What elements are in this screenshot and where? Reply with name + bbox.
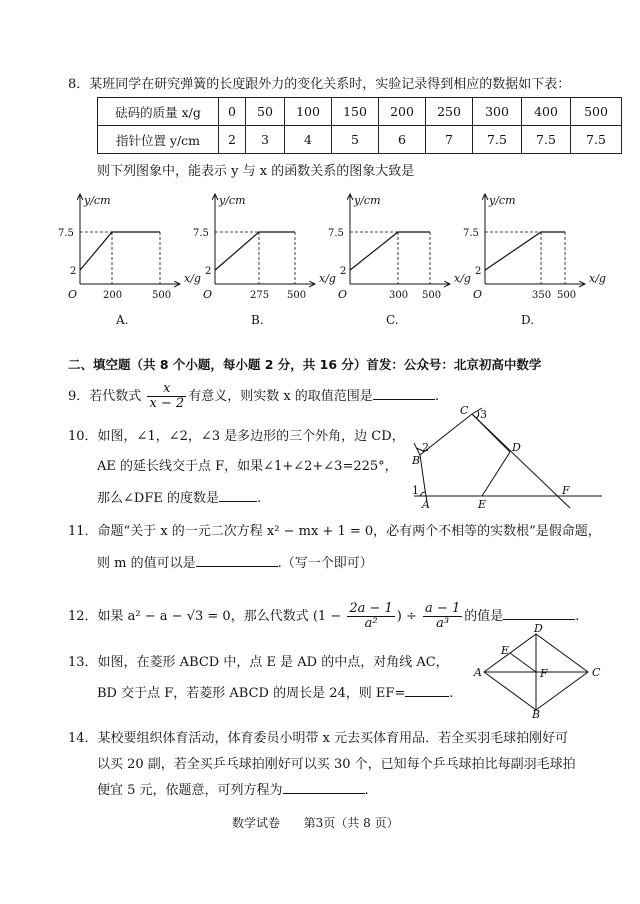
footer-subject: 数学试卷 (232, 816, 281, 830)
q9-post: 有意义，则实数 x 的取值范围是 (188, 389, 373, 404)
graph-option-b (193, 194, 336, 327)
q8-question: 则下列图象中，能表示 y 与 x 的函数关系的图象大致是 (97, 164, 415, 179)
tick-label-y-start: 2 (70, 266, 77, 278)
q12-f2-den: a³ (436, 616, 450, 631)
row2-label: 指针位置 y/cm (98, 126, 219, 154)
y-axis-label: y/cm (489, 194, 516, 207)
tick-label-x-end: 500 (287, 290, 307, 301)
x-axis-label: x/g (454, 272, 471, 285)
q8-stem-text: 某班同学在研究弹簧的长度跟外力的变化关系时，实验记录得到相应的数据如下表： (89, 77, 571, 92)
label-b: B (532, 708, 541, 721)
table-cell: 7.5 (571, 126, 622, 154)
label-f: F (562, 484, 570, 497)
q14-end: . (364, 783, 369, 798)
q14-number: 14． (68, 731, 98, 746)
tick-label-x-end: 500 (557, 290, 577, 301)
q14-line2: 以买 20 副，若全买乒乓球拍刚好可以买 30 个，已知每个乒乓球拍比每副羽毛球拍 (97, 757, 576, 772)
q10-line3 (97, 489, 261, 508)
q9-pre: 若代数式 (89, 389, 142, 404)
q12-mid: ) ÷ (396, 609, 417, 624)
angle-1-arc (420, 492, 425, 496)
table-cell: 100 (285, 98, 332, 126)
tick-label-y-top: 7.5 (463, 228, 479, 239)
q9 (68, 382, 439, 411)
label-e: E (478, 498, 487, 511)
table-cell: 5 (332, 126, 379, 154)
origin-label: O (338, 288, 348, 301)
q10-end: . (256, 491, 262, 506)
q12-f1-den: a² (364, 616, 378, 631)
label-d: D (512, 441, 521, 454)
table-cell: 6 (379, 126, 426, 154)
angle-3-arc (476, 411, 479, 418)
q13-line1 (68, 654, 449, 672)
table-cell: 4 (285, 126, 332, 154)
origin-label: O (203, 288, 213, 301)
label-c: C (592, 666, 601, 679)
q10-answer-blank[interactable] (219, 489, 257, 502)
q9-number: 9． (68, 389, 90, 404)
q12-pre: 如果 a² − a − √3 = 0，那么代数式 (1 − (97, 609, 342, 624)
label-a: A (422, 498, 430, 511)
line-cd-extended (472, 414, 570, 508)
table-cell: 300 (473, 98, 522, 126)
option-label: A. (116, 313, 129, 327)
q9-end: . (434, 389, 439, 404)
q10-figure (400, 400, 612, 512)
label-f: F (540, 667, 548, 680)
q12-fraction-2 (423, 602, 462, 631)
q11-line2-text: 则 m 的值可以是 (97, 556, 196, 571)
label-d: D (534, 622, 543, 635)
q9-fraction (147, 382, 186, 411)
table-cell: 250 (426, 98, 473, 126)
q8-number: 8． (68, 77, 90, 92)
table-row-mass (98, 98, 622, 126)
label-1: 1 (412, 484, 419, 497)
y-axis-label: y/cm (84, 194, 111, 207)
origin-label: O (473, 288, 483, 301)
graph-option-d (463, 194, 606, 327)
option-label: B. (251, 313, 264, 327)
table-cell: 7.5 (473, 126, 522, 154)
label-e: E (501, 644, 510, 657)
q12-f1-num: 2a − 1 (349, 601, 393, 616)
tick-label-y-start: 2 (340, 266, 347, 278)
table-row-position (98, 126, 622, 154)
tick-label-x-bend: 350 (532, 290, 552, 301)
x-axis-label: x/g (184, 272, 201, 285)
table-cell: 2 (219, 126, 246, 154)
tick-label-y-start: 2 (205, 266, 212, 278)
table-cell: 3 (246, 126, 285, 154)
option-label: D. (521, 313, 535, 327)
q10-line3-text: 那么∠DFE 的度数是 (97, 491, 219, 506)
q13-answer-blank[interactable] (405, 684, 449, 697)
function-line (80, 232, 160, 270)
tick-label-y-start: 2 (475, 266, 482, 278)
q12-number: 12． (68, 609, 98, 624)
q14-line3 (97, 781, 369, 800)
q10-number: 10． (68, 429, 98, 444)
table-cell: 0 (219, 98, 246, 126)
tick-label-y-top: 7.5 (193, 228, 209, 239)
function-line (350, 232, 430, 270)
q11-line2-end: .（写一个即可） (277, 556, 373, 571)
tick-label-x-bend: 275 (250, 290, 270, 301)
function-line (215, 232, 295, 270)
tick-label-x-bend: 200 (103, 290, 123, 301)
table-cell: 500 (571, 98, 622, 126)
label-2: 2 (422, 441, 429, 454)
q13-end: . (449, 686, 454, 701)
table-cell: 200 (379, 98, 426, 126)
q11-line1 (68, 523, 601, 541)
q8-graphs (58, 188, 606, 338)
tick-label-x-end: 500 (152, 290, 172, 301)
q11-number: 11． (68, 524, 98, 539)
y-axis-label: y/cm (354, 194, 381, 207)
function-line (485, 232, 565, 270)
q14-line1-text: 某校要组织体育活动，体育委员小明带 x 元去买体育用品．若全买羽毛球拍刚好可 (97, 731, 569, 746)
q13-line1-text: 如图，在菱形 ABCD 中，点 E 是 AD 的中点，对角线 AC， (97, 655, 449, 670)
q10-line2: AE 的延长线交于点 F，如果∠1+∠2+∠3=225°， (97, 459, 398, 474)
label-3: 3 (480, 408, 487, 421)
q14-line3-text: 便宜 5 元，依题意，可列方程为 (97, 783, 283, 798)
table-cell: 400 (522, 98, 571, 126)
label-c: C (460, 404, 469, 417)
q8-data-table (97, 97, 622, 154)
q10-line1 (68, 428, 405, 446)
y-axis-label: y/cm (219, 194, 246, 207)
footer (232, 814, 399, 831)
row1-label: 砝码的质量 x/g (98, 98, 219, 126)
q13-figure (468, 622, 608, 722)
q14-line1 (68, 730, 568, 748)
section-2-title: 二、填空题（共 8 个小题，每小题 2 分，共 16 分）首发：公众号：北京初高中数学 (68, 357, 542, 372)
q12-answer-blank[interactable] (503, 607, 575, 620)
polygon-edges (420, 414, 510, 496)
q12-f2-num: a − 1 (425, 601, 461, 616)
q8-stem (68, 76, 570, 94)
footer-page: 第3页（共 8 页） (303, 816, 399, 830)
table-cell: 7.5 (522, 126, 571, 154)
table-cell: 150 (332, 98, 379, 126)
x-axis-label: x/g (589, 272, 606, 285)
q12-post: 的值是 (464, 609, 504, 624)
origin-label: O (68, 288, 78, 301)
q11-line2 (97, 554, 373, 573)
q9-answer-blank[interactable] (373, 387, 435, 400)
q10-line1-text: 如图，∠1，∠2，∠3 是多边形的三个外角，边 CD， (97, 429, 405, 444)
tick-label-x-bend: 300 (389, 290, 409, 301)
q13-number: 13． (68, 655, 98, 670)
option-label: C. (386, 313, 399, 327)
table-cell: 50 (246, 98, 285, 126)
segment-ef (510, 653, 536, 672)
label-a: A (474, 666, 482, 679)
label-b: B (412, 454, 421, 467)
q9-frac-den: x − 2 (149, 396, 185, 411)
table-cell: 7 (426, 126, 473, 154)
x-axis-label: x/g (319, 272, 336, 285)
q13-line2-text: BD 交于点 F，若菱形 ABCD 的周长是 24，则 EF= (97, 686, 406, 701)
tick-label-y-top: 7.5 (328, 228, 344, 239)
graph-option-a (58, 194, 201, 327)
q13-line2 (97, 684, 453, 703)
q12-end: . (575, 609, 580, 624)
q12-fraction-1 (347, 602, 394, 631)
tick-label-x-end: 500 (422, 290, 442, 301)
q11-line1-text: 命题“关于 x 的一元二次方程 x² − mx + 1 = 0，必有两个不相等的实数根”是假命题， (97, 524, 601, 539)
tick-label-y-top: 7.5 (58, 228, 74, 239)
q9-frac-num: x (147, 382, 186, 397)
graph-option-c (328, 194, 471, 327)
q11-answer-blank[interactable] (196, 554, 278, 567)
graph-group (58, 194, 606, 327)
q14-answer-blank[interactable] (283, 781, 365, 794)
